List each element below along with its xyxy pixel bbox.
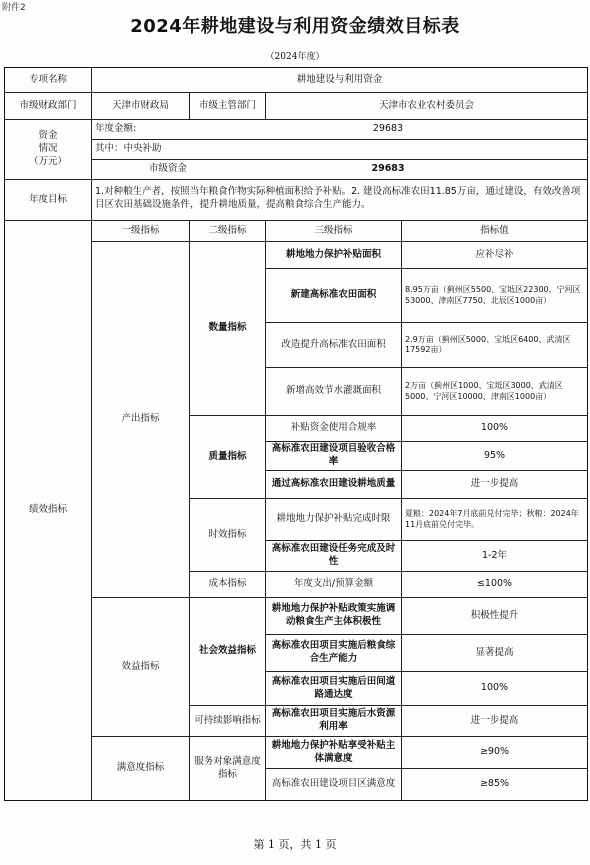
level2-sustainable: 可持续影响指标 bbox=[189, 705, 266, 737]
level2-cost: 成本指标 bbox=[189, 571, 266, 598]
metric-value-cell: 进一步提高 bbox=[401, 470, 588, 499]
metric-value-cell: ≤100% bbox=[401, 571, 588, 598]
funds-label-line2: 情况 bbox=[38, 143, 58, 155]
metric-value-cell: 进一步提高 bbox=[401, 705, 588, 737]
level1-satisfaction: 满意度指标 bbox=[91, 736, 190, 801]
mgmt-dept-value: 天津市农业农村委员会 bbox=[265, 92, 588, 120]
metric-cell: 高标准农田建设项目验收合格率 bbox=[265, 441, 402, 471]
metric-value-cell: 2.9万亩（蓟州区5000、宝坻区6400、武清区17592亩） bbox=[401, 322, 588, 368]
metric-value-cell: 夏粮：2024年7月底前兑付完毕；秋粮：2024年11月底前兑付完毕。 bbox=[401, 498, 588, 541]
metric-cell: 补贴资金使用合规率 bbox=[265, 415, 402, 442]
project-value: 耕地建设与利用资金 bbox=[91, 67, 588, 93]
funds-label-line3: （万元） bbox=[28, 155, 67, 167]
metric-cell: 高标准农田建设任务完成及时性 bbox=[265, 540, 402, 572]
finance-dept-value: 天津市财政局 bbox=[91, 92, 190, 120]
metric-cell: 高标准农田项目实施后水资源利用率 bbox=[265, 705, 402, 737]
project-label: 专项名称 bbox=[4, 67, 92, 93]
central-subsidy-value bbox=[189, 139, 588, 160]
mgmt-dept-label: 市级主管部门 bbox=[189, 92, 266, 120]
level1-output: 产出指标 bbox=[91, 241, 190, 598]
metric-value-cell: 8.95万亩（蓟州区5500、宝坻区22300、宁河区53000、津南区7750、北辰区1000亩） bbox=[401, 268, 588, 323]
metric-cell: 新增高效节水灌溉面积 bbox=[265, 367, 402, 416]
metric-value-cell: 2万亩（蓟州区1000、宝坻区3000、武清区5000、宁河区10000、津南区1000亩） bbox=[401, 367, 588, 416]
metric-cell: 年度支出/预算金额 bbox=[265, 571, 402, 598]
metric-value-cell: 应补尽补 bbox=[401, 241, 588, 269]
finance-dept-label: 市级财政部门 bbox=[4, 92, 92, 120]
level2-quantity: 数量指标 bbox=[189, 241, 266, 416]
metric-cell: 改造提升高标准农田面积 bbox=[265, 322, 402, 368]
header-level2: 二级指标 bbox=[189, 220, 266, 242]
metric-cell: 耕地地力保护补贴政策实施调动粮食生产主体积极性 bbox=[265, 597, 402, 635]
year-amount-label: 年度金额: bbox=[91, 119, 190, 140]
page-number: 第 1 页，共 1 页 bbox=[253, 838, 337, 851]
level2-service: 服务对象满意度指标 bbox=[189, 736, 266, 801]
header-level1: 一级指标 bbox=[91, 220, 190, 242]
annual-goal-label: 年度目标 bbox=[4, 179, 92, 221]
metric-cell: 耕地地力保护补贴完成时限 bbox=[265, 498, 402, 541]
metric-value-cell: 显著提高 bbox=[401, 634, 588, 672]
header-level3: 三级指标 bbox=[265, 220, 402, 242]
city-funds-value: 29683 bbox=[189, 159, 588, 180]
city-funds-label: 市级资金 bbox=[91, 159, 190, 180]
metric-value-cell: 100% bbox=[401, 415, 588, 442]
page-title: 2024年耕地建设与利用资金绩效目标表 bbox=[130, 16, 460, 37]
metric-value-cell: 1-2年 bbox=[401, 540, 588, 572]
annual-goal-text: 1.对种粮生产者，按照当年粮食作物实际种植面积给予补贴。2. 建设高标准农田11.85万亩，通过建设，有效改善项目区农田基础设施条件，提升耕地质量，提高粮食综合生产能力。 bbox=[91, 179, 588, 221]
year-amount-value: 29683 bbox=[189, 119, 588, 140]
metric-value-cell: ≥90% bbox=[401, 736, 588, 769]
metric-value-cell: 95% bbox=[401, 441, 588, 471]
attachment-mark: 附件2 bbox=[2, 3, 26, 13]
metric-cell: 高标准农田项目实施后粮食综合生产能力 bbox=[265, 634, 402, 672]
metric-cell: 耕地地力保护补贴享受补贴主体满意度 bbox=[265, 736, 402, 769]
metric-value-cell: 积极性提升 bbox=[401, 597, 588, 635]
metric-value-cell: 100% bbox=[401, 671, 588, 706]
metric-value-cell: ≥85% bbox=[401, 768, 588, 801]
metric-cell: 耕地地力保护补贴面积 bbox=[265, 241, 402, 269]
header-value: 指标值 bbox=[401, 220, 588, 242]
funds-label-line1: 资金 bbox=[38, 130, 58, 142]
level1-benefit: 效益指标 bbox=[91, 597, 190, 737]
metric-cell: 高标准农田建设项目区满意度 bbox=[265, 768, 402, 801]
level2-timeliness: 时效指标 bbox=[189, 498, 266, 572]
metric-cell: 通过高标准农田建设耕地质量 bbox=[265, 470, 402, 499]
level2-quality: 质量指标 bbox=[189, 415, 266, 499]
funds-label bbox=[4, 119, 92, 180]
level2-social: 社会效益指标 bbox=[189, 597, 266, 706]
page-subtitle: （2024年度） bbox=[265, 52, 325, 62]
metric-cell: 高标准农田项目实施后田间道路通达度 bbox=[265, 671, 402, 706]
performance-label: 绩效指标 bbox=[4, 220, 92, 801]
central-subsidy-label: 其中：中央补助 bbox=[91, 139, 190, 160]
metric-cell: 新建高标准农田面积 bbox=[265, 268, 402, 323]
